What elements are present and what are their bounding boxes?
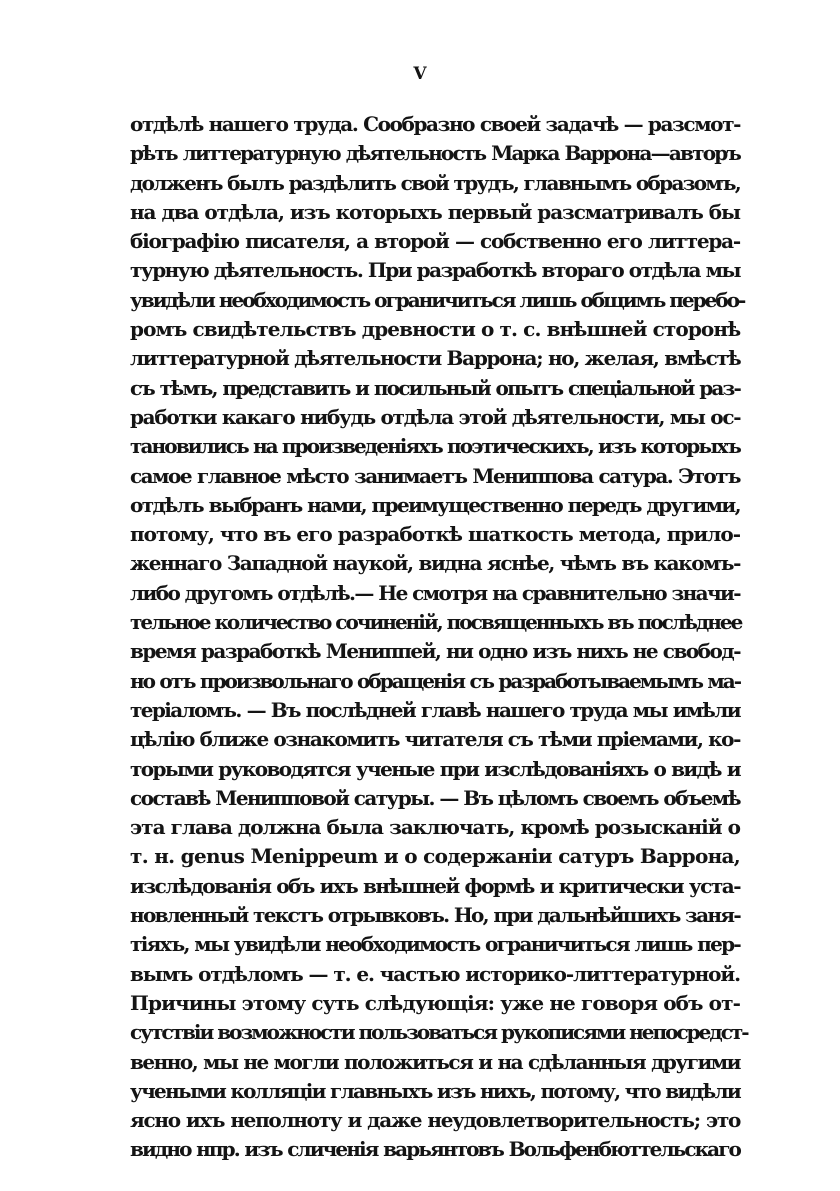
text-line: потому, что въ его разработкѣ шаткость метода, прило-	[130, 522, 740, 547]
text-line: сутствіи возможности пользоваться рукописями непосредст-	[130, 1020, 748, 1045]
text-line: новленный текстъ отрывковъ. Но, при дальнѣйшихъ заня-	[130, 903, 740, 928]
text-line: эта глава должна была заключать, кромѣ розысканій о	[130, 815, 740, 840]
text-line: съ тѣмъ, представить и посильный опытъ спеціальной раз-	[130, 375, 740, 400]
text-line: біографію писателя, а второй — собственно его литтера-	[130, 229, 740, 254]
text-line: Причины этому суть слѣдующія: уже не говоря объ от-	[130, 990, 740, 1015]
text-line: ромъ свидѣтельствъ древности о т. с. внѣшней сторонѣ	[130, 317, 741, 342]
text-line: венно, мы не могли положиться и на сдѣланныя другими	[130, 1049, 740, 1074]
text-line: теріаломъ. — Въ послѣдней главѣ нашего труда мы имѣли	[130, 697, 740, 722]
text-line: видно нпр. изъ сличенія варьянтовъ Вольфенбюттельскаго	[130, 1137, 740, 1162]
text-line: работки какаго нибудь отдѣла этой дѣятельности, мы ос-	[130, 404, 741, 429]
text-line: либо другомъ отдѣлѣ.— Не смотря на сравнительно значи-	[130, 580, 740, 605]
text-line: рѣть литтературную дѣятельность Марка Варрона—авторъ	[130, 141, 740, 166]
text-line: отдѣлѣ нашего труда. Сообразно своей задачѣ — разсмот-	[130, 112, 740, 136]
text-line: т. н. genus Menippeum и о содержаніи сатуръ Варрона,	[130, 844, 741, 869]
text-line: время разработкѣ Мениппей, ни одно изъ нихъ не свобод-	[130, 639, 740, 664]
text-line: торыми руководятся ученые при изслѣдованіяхъ о видѣ и	[130, 756, 740, 781]
text-line: отдѣлъ выбранъ нами, преимущественно передъ другими,	[130, 492, 740, 517]
text-line: долженъ былъ раздѣлить свой трудъ, главнымъ образомъ,	[130, 170, 740, 195]
text-line: цѣлію ближе ознакомить читателя съ тѣми пріемами, ко-	[130, 727, 740, 752]
text-line: составѣ Менипповой сатуры. — Въ цѣломъ своемъ объемѣ	[130, 785, 740, 810]
text-line: увидѣли необходимость ограничиться лишь общимъ перебо-	[130, 287, 745, 312]
text-line: литтературной дѣятельности Варрона; но, желая, вмѣстѣ	[130, 346, 741, 371]
text-line: на два отдѣла, изъ которыхъ первый разсматривалъ бы	[130, 199, 740, 224]
text-line: женнаго Западной наукой, видна яснѣе, чѣмъ въ какомъ-	[130, 551, 740, 576]
text-line: ясно ихъ неполноту и даже неудовлетворительность; это	[130, 1108, 740, 1133]
text-line: изслѣдованія объ ихъ внѣшней формѣ и критически уста-	[130, 873, 740, 898]
page-number: V	[413, 64, 427, 84]
text-line: вымъ отдѣломъ — т. е. частью историко-литтературной.	[130, 961, 740, 986]
text-line: самое главное мѣсто занимаетъ Мениппова сатура. Этотъ	[130, 463, 740, 488]
body-text	[130, 110, 748, 1165]
text-line: тіяхъ, мы увидѣли необходимость ограничиться лишь пер-	[130, 932, 740, 957]
text-line: тельное количество сочиненій, посвященныхъ въ послѣднее	[130, 610, 742, 635]
text-line: тановились на произведеніяхъ поэтическихъ, изъ которыхъ	[130, 434, 740, 459]
text-line: турную дѣятельность. При разработкѣ втораго отдѣла мы	[130, 258, 740, 283]
text-line: учеными колляціи главныхъ изъ нихъ, потому, что видѣли	[130, 1078, 741, 1103]
text-line: но отъ произвольнаго обращенія съ разработываемымъ ма-	[130, 668, 740, 693]
